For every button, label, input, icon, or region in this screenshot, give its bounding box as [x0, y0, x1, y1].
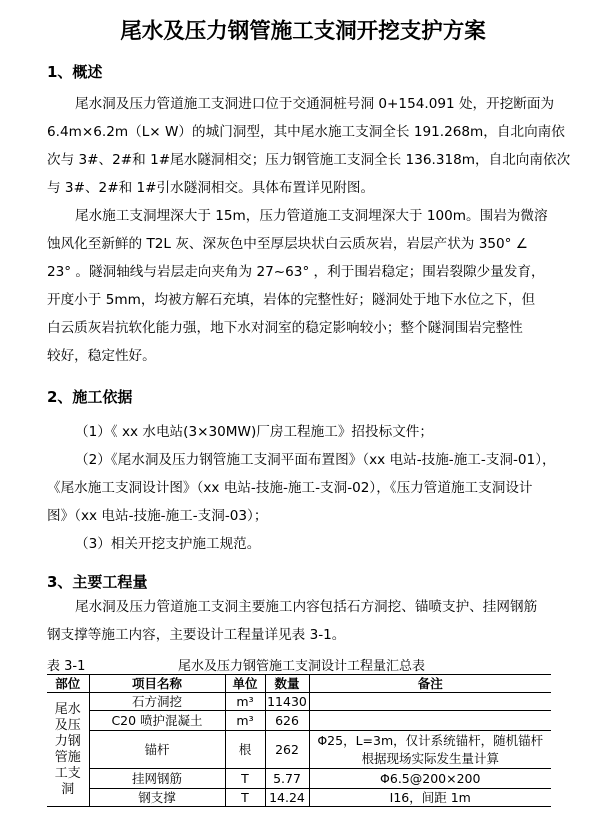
unit-cell: m³: [225, 711, 265, 731]
item-cell: 钢支撑: [89, 789, 225, 807]
paragraph-line: 《尾水施工支洞设计图》（xx 电站-技施-施工-支洞-02），《压力管道施工支洞设计: [47, 480, 533, 496]
note-cell: Φ25，L=3m，仅计系统锚杆，随机锚杆根据现场实际发生量计算: [309, 731, 551, 769]
paragraph-line: 次与 3#、2#和 1#尾水隧洞相交；压力钢管施工支洞全长 136.318m，自北向南依次: [47, 152, 571, 168]
qty-cell: 11430: [265, 693, 309, 711]
paragraph-line: 钢支撑等施工内容，主要设计工程量详见表 3-1。: [47, 627, 346, 643]
paragraph-line: 23° 。隧洞轴线与岩层走向夹角为 27~63° ，利于围岩稳定；围岩裂隙少量发育，: [47, 264, 545, 280]
unit-cell: 根: [225, 731, 265, 769]
paragraph-line: 开度小于 5mm，均被方解石充填，岩体的完整性好；隧洞处于地下水位之下，但: [47, 292, 536, 308]
item-cell: 挂网钢筋: [89, 769, 225, 789]
header-unit: 单位: [225, 675, 265, 693]
note-cell: [309, 693, 551, 711]
paragraph-line: 较好，稳定性好。: [47, 348, 156, 364]
qty-cell: 262: [265, 731, 309, 769]
paragraph-line: 图》（xx 电站-技施-施工-支洞-03）；: [47, 508, 268, 524]
qty-cell: 14.24: [265, 789, 309, 807]
location-cell: 尾水及压力钢管施工支洞: [47, 693, 89, 807]
section-heading-quantities: 3、主要工程量: [47, 573, 148, 591]
section-heading-basis: 2、施工依据: [47, 388, 133, 406]
table-caption: 尾水及压力钢管施工支洞设计工程量汇总表: [178, 659, 426, 674]
paragraph-line: 蚀风化至新鲜的 T2L 灰、深灰色中至厚层块状白云质灰岩，岩层产状为 350° ∠: [47, 236, 528, 252]
paragraph-line: 尾水洞及压力管道施工支洞主要施工内容包括石方洞挖、锚喷支护、挂网钢筋: [75, 599, 538, 615]
quantities-table: [47, 674, 551, 807]
unit-cell: T: [225, 769, 265, 789]
qty-cell: 626: [265, 711, 309, 731]
note-cell: Φ6.5@200×200: [309, 769, 551, 789]
paragraph-line: （2）《尾水洞及压力钢管施工支洞平面布置图》（xx 电站-技施-施工-支洞-01），: [75, 452, 556, 468]
paragraph-line: （3）相关开挖支护施工规范。: [75, 536, 261, 552]
unit-cell: T: [225, 789, 265, 807]
paragraph-line: 与 3#、2#和 1#引水隧洞相交。具体布置详见附图。: [47, 180, 375, 196]
item-cell: C20 喷护混凝土: [89, 711, 225, 731]
paragraph-line: 白云质灰岩抗软化能力强，地下水对洞室的稳定影响较小；整个隧洞围岩完整性: [47, 320, 523, 336]
note-cell: I16，间距 1m: [309, 789, 551, 807]
table-row: [47, 731, 551, 769]
note-cell: [309, 711, 551, 731]
table-row: [47, 711, 551, 731]
document-title: 尾水及压力钢管施工支洞开挖支护方案: [120, 19, 486, 44]
header-location: 部位: [47, 675, 89, 693]
paragraph-line: （1）《 xx 水电站(3×30MW)厂房工程施工》招投标文件；: [75, 424, 433, 440]
paragraph-line: 尾水施工支洞埋深大于 15m，压力管道施工支洞埋深大于 100m。围岩为微溶: [75, 208, 548, 224]
unit-cell: m³: [225, 693, 265, 711]
table-header-row: [47, 675, 551, 693]
header-item: 项目名称: [89, 675, 225, 693]
table-label: 表 3-1: [47, 659, 86, 674]
header-qty: 数量: [265, 675, 309, 693]
table-row: [47, 789, 551, 807]
item-cell: 石方洞挖: [89, 693, 225, 711]
qty-cell: 5.77: [265, 769, 309, 789]
item-cell: 锚杆: [89, 731, 225, 769]
table-row: [47, 769, 551, 789]
header-note: 备注: [309, 675, 551, 693]
section-heading-overview: 1、概述: [47, 63, 103, 81]
paragraph-line: 6.4m×6.2m（L× W）的城门洞型，其中尾水施工支洞全长 191.268m，自北向南依: [47, 124, 565, 140]
table-row: [47, 693, 551, 711]
paragraph-line: 尾水洞及压力管道施工支洞进口位于交通洞桩号洞 0+154.091 处，开挖断面为: [75, 96, 555, 112]
